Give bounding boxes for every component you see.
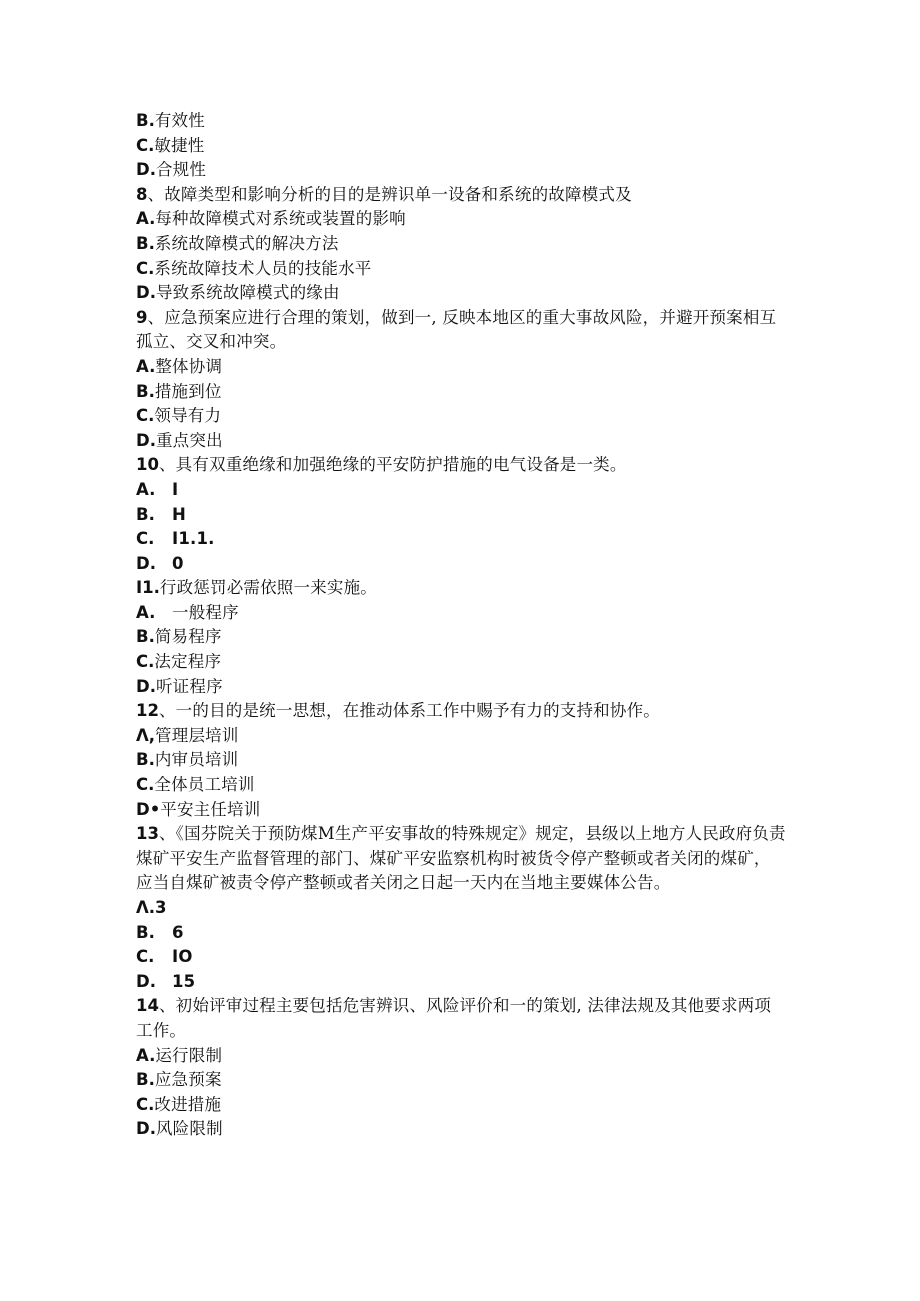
question-stem	[136, 306, 786, 355]
option-label: C.	[136, 258, 155, 278]
option-text: 合规性	[155, 160, 207, 180]
option-label: D.	[136, 430, 156, 450]
option-text: 风险限制	[155, 1119, 223, 1139]
answer-option	[136, 675, 786, 700]
option-label: A.	[136, 602, 156, 622]
option-text: 内审员培训	[154, 750, 239, 770]
question-number: 13	[136, 824, 159, 844]
option-label: Λ,	[136, 725, 156, 745]
option-text: H	[172, 504, 187, 524]
option-label: C.	[136, 406, 155, 426]
question-text: 《国芬院关于预防煤M生产平安事故的特殊规定》规定，县级以上地方人民政府负责煤矿平安生产监督管理的部门、煤矿平安监察机构时被货令停产整顿或者关闭的煤矿，应当自煤矿被责令停产整顿或者关闭之日起一天内在当地主要媒体公告。	[136, 824, 786, 893]
option-text: 应急预案	[154, 1070, 222, 1090]
option-text: 听证程序	[155, 676, 223, 696]
option-label: D•	[136, 799, 161, 819]
answer-option	[136, 625, 786, 650]
answer-option	[136, 650, 786, 675]
option-text: 改进措施	[154, 1094, 222, 1114]
answer-option	[136, 773, 786, 798]
question-number: 8	[136, 184, 148, 204]
answer-option	[136, 896, 786, 921]
answer-option	[136, 134, 786, 159]
option-label: C.	[136, 775, 155, 795]
question-number: I1.	[136, 578, 160, 598]
question-separator: 、	[147, 184, 165, 204]
option-text: 6	[172, 922, 184, 942]
option-label: C.	[136, 652, 155, 672]
option-text: 整体协调	[155, 356, 223, 376]
answer-option	[136, 601, 786, 626]
question-list	[136, 109, 786, 1142]
answer-option	[136, 1093, 786, 1118]
question-number: 10	[136, 455, 159, 475]
answer-option	[136, 404, 786, 429]
option-text: 系统故障模式的解决方法	[154, 233, 339, 253]
answer-option	[136, 478, 786, 503]
answer-option	[136, 527, 786, 552]
question-stem	[136, 994, 786, 1043]
option-label: A.	[136, 209, 156, 229]
option-text: 平安主任培训	[160, 799, 261, 819]
answer-option	[136, 1117, 786, 1142]
option-text: 运行限制	[155, 1045, 223, 1065]
option-text: 一般程序	[172, 602, 239, 622]
option-label: D.	[136, 676, 156, 696]
answer-option	[136, 503, 786, 528]
option-label: B.	[136, 627, 155, 647]
question-separator: 、	[147, 307, 165, 327]
question-separator: 、	[158, 701, 176, 721]
option-label: B.	[136, 1070, 155, 1090]
answer-option	[136, 257, 786, 282]
option-label: B.	[136, 111, 155, 130]
option-label: B.	[136, 381, 155, 401]
option-text: 系统故障技术人员的技能水平	[154, 258, 372, 278]
option-label: C.	[136, 1094, 155, 1114]
question-separator: 、	[158, 996, 176, 1016]
option-label: B.	[136, 504, 155, 524]
question-text: 应急预案应进行合理的策划，做到一, 反映本地区的重大事故风险，并避开预案相互孤立、交叉和冲突。	[136, 307, 777, 352]
question-number: 12	[136, 701, 159, 721]
question-stem	[136, 453, 786, 478]
option-label: D.	[136, 1119, 156, 1139]
answer-option	[136, 109, 786, 134]
option-label: D.	[136, 160, 156, 180]
answer-option	[136, 921, 786, 946]
option-text: 措施到位	[154, 381, 222, 401]
option-label: C.	[136, 947, 155, 967]
option-text: 15	[172, 971, 196, 991]
option-text: 有效性	[154, 111, 205, 130]
option-label: D.	[136, 553, 156, 573]
option-text: 管理层培训	[155, 725, 239, 745]
option-text: 每种故障模式对系统或装置的影响	[155, 209, 406, 229]
answer-option	[136, 355, 786, 380]
answer-option	[136, 207, 786, 232]
option-label: A.	[136, 1045, 156, 1065]
question-stem	[136, 183, 786, 208]
option-label: A.	[136, 356, 156, 376]
question-stem	[136, 576, 786, 601]
option-text: 敏捷性	[154, 135, 205, 155]
option-label: C.	[136, 529, 155, 549]
option-text: IO	[172, 947, 193, 967]
question-number: 14	[136, 996, 159, 1016]
option-text: 全体员工培训	[154, 775, 255, 795]
answer-option	[136, 724, 786, 749]
question-text: 故障类型和影响分析的目的是辨识单一设备和系统的故障模式及	[164, 184, 632, 204]
answer-option	[136, 748, 786, 773]
option-text: 0	[172, 553, 184, 573]
answer-option	[136, 552, 786, 577]
answer-option	[136, 1068, 786, 1093]
option-label: D.	[136, 283, 156, 303]
option-label: A.	[136, 479, 156, 499]
answer-option	[136, 1044, 786, 1069]
option-text: 3	[155, 898, 167, 917]
option-text: 简易程序	[154, 627, 222, 647]
question-text: 一的目的是统一思想，在推动体系工作中赐予有力的支持和协作。	[175, 701, 660, 721]
question-stem	[136, 822, 786, 896]
question-separator: 、	[158, 824, 176, 844]
answer-option	[136, 158, 786, 183]
question-text: 行政惩罚必需依照一来实施。	[159, 578, 377, 598]
option-text: I1.1.	[172, 529, 215, 549]
answer-option	[136, 970, 786, 995]
option-label: C.	[136, 135, 155, 155]
answer-option	[136, 798, 786, 823]
option-label: Λ.	[136, 898, 156, 917]
option-label: B.	[136, 750, 155, 770]
answer-option	[136, 429, 786, 454]
option-text: 导致系统故障模式的缘由	[155, 283, 340, 303]
question-text: 具有双重绝缘和加强绝缘的平安防护措施的电气设备是一类。	[175, 455, 627, 475]
answer-option	[136, 281, 786, 306]
question-number: 9	[136, 307, 148, 327]
option-label: D.	[136, 971, 156, 991]
option-text: 重点突出	[155, 430, 223, 450]
option-text: 领导有力	[154, 406, 222, 426]
option-label: B.	[136, 233, 155, 253]
answer-option	[136, 380, 786, 405]
option-label: B.	[136, 922, 155, 942]
answer-option	[136, 232, 786, 257]
question-stem	[136, 699, 786, 724]
option-text: 法定程序	[154, 652, 222, 672]
question-separator: 、	[158, 455, 176, 475]
option-text: I	[172, 479, 179, 499]
question-text: 初始评审过程主要包括危害辨识、风险评价和一的策划, 法律法规及其他要求两项工作。	[136, 996, 772, 1040]
answer-option	[136, 945, 786, 970]
